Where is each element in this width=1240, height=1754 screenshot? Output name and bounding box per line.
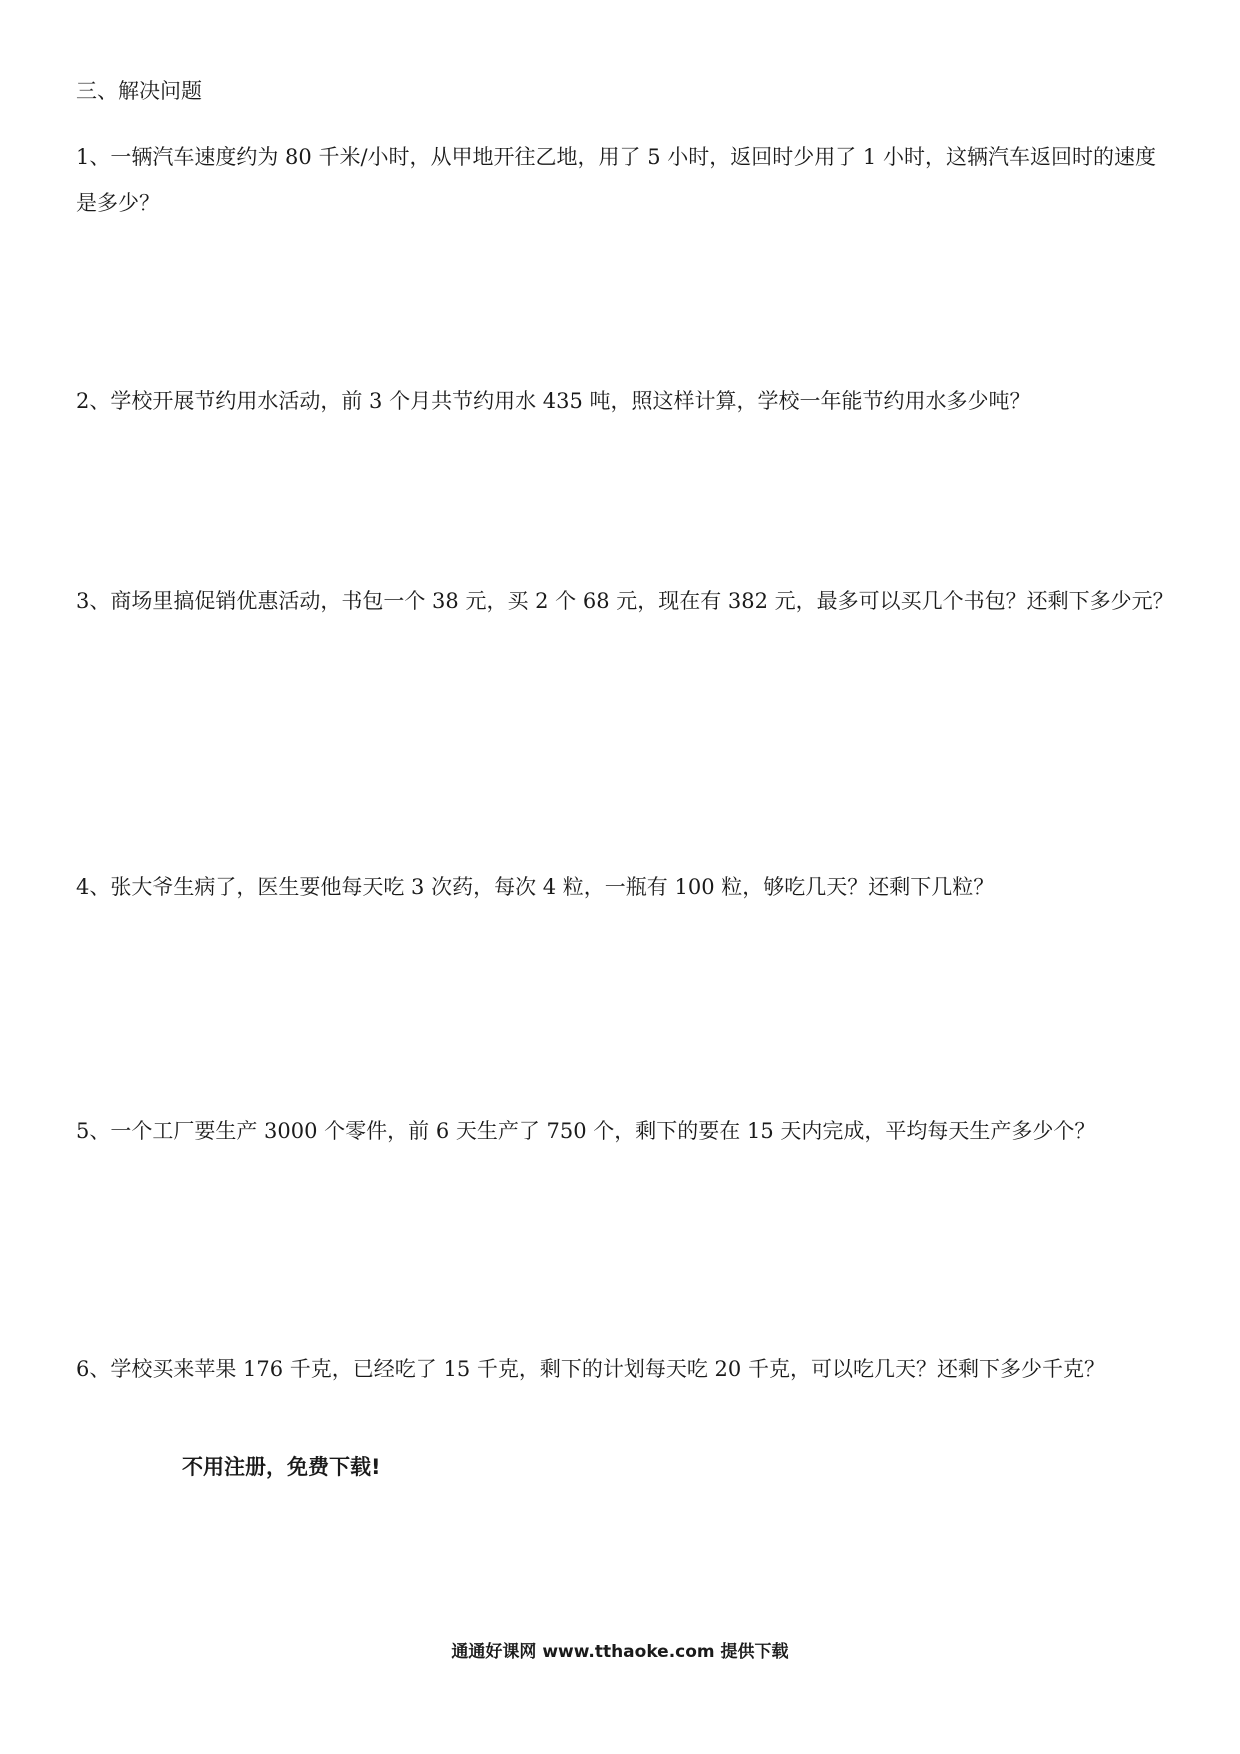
section-title: 三、解决问题 [76, 79, 202, 103]
footer-source: 通通好课网 www.tthaoke.com 提供下载 [451, 1642, 789, 1662]
question-text: 一个工厂要生产 3000 个零件，前 6 天生产了 750 个，剩下的要在 15 天内完成，平均每天生产多少个？ [110, 1119, 1096, 1143]
question-number: 5、 [76, 1119, 111, 1143]
question-4 [76, 864, 1176, 910]
question-number: 6、 [76, 1357, 111, 1381]
question-text: 学校开展节约用水活动，前 3 个月共节约用水 435 吨，照这样计算，学校一年能节约用水多少吨？ [110, 389, 1031, 413]
question-number: 2、 [76, 389, 111, 413]
question-number: 3、 [76, 589, 111, 613]
question-number: 4、 [76, 875, 111, 899]
question-text: 一辆汽车速度约为 80 千米/小时，从甲地开往乙地，用了 5 小时，返回时少用了 1 小时，这辆汽车返回时的速度是多少？ [76, 145, 1156, 215]
question-1 [76, 134, 1176, 226]
question-number: 1、 [76, 145, 111, 169]
question-text: 学校买来苹果 176 千克，已经吃了 15 千克，剩下的计划每天吃 20 千克，可以吃几天？还剩下多少千克？ [110, 1357, 1105, 1381]
promo-note: 不用注册，免费下载! [182, 1455, 381, 1479]
question-3 [76, 578, 1176, 624]
question-2 [76, 378, 1176, 424]
question-text: 张大爷生病了，医生要他每天吃 3 次药，每次 4 粒，一瓶有 100 粒，够吃几天？还剩下几粒？ [110, 875, 995, 899]
question-5 [76, 1108, 1176, 1154]
question-6 [76, 1346, 1176, 1392]
question-text: 商场里搞促销优惠活动，书包一个 38 元，买 2 个 68 元，现在有 382 元，最多可以买几个书包？还剩下多少元？ [110, 589, 1174, 613]
